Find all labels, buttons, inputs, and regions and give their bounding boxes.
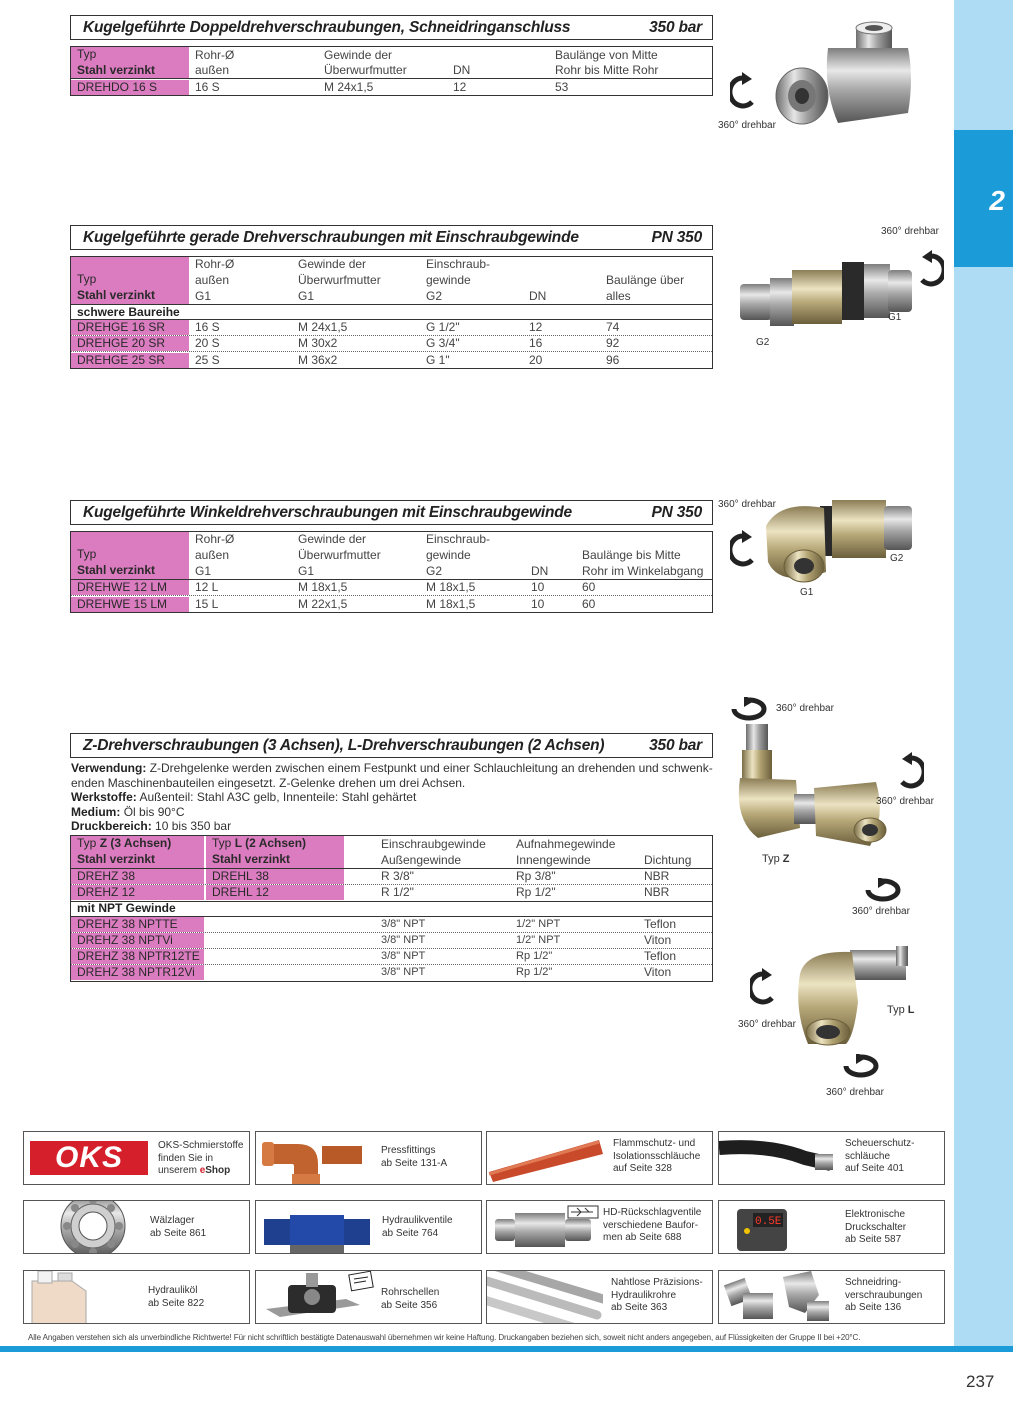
rotation-caption: 360° drehbar	[776, 703, 834, 714]
text: Öl bis 90°C	[123, 804, 185, 819]
cell: M 36x2	[298, 352, 338, 367]
cell: Hydraulikrohre	[611, 1289, 677, 1301]
disclaimer-footnote: Alle Angaben verstehen sich als unverbindliche Richtwerte! Für nicht schriftlich bestätigte Datenauswahl übernehmen wir keine Haftung. Druckangaben beziehen sich, soweit nicht anders angegeben, auf Flüssigkeiten der Gruppe II bei +20°C.	[28, 1333, 861, 1342]
article-number[interactable]: DREHGE 25 SR	[71, 353, 189, 368]
cell: ab Seite 356	[381, 1299, 438, 1311]
rotation-caption: 360° drehbar	[881, 226, 939, 237]
product-table	[70, 531, 713, 613]
cell: Typ	[762, 853, 780, 865]
cell: NBR	[644, 868, 670, 883]
cell: 53	[555, 79, 569, 94]
label-werkstoffe: Werkstoffe:	[71, 790, 137, 805]
cell: 3/8" NPT	[381, 933, 426, 946]
cell: 16	[529, 336, 543, 350]
cell: ab Seite 136	[845, 1302, 902, 1313]
cell: HD-Rückschlagventile	[603, 1207, 702, 1218]
col-gewinde-2: Überwurfmutter	[324, 63, 407, 77]
page-number: 237	[966, 1372, 995, 1391]
label-g1: G1	[888, 312, 902, 323]
cell: Teflon	[644, 948, 677, 963]
cell: M 18x1,5	[426, 596, 476, 611]
cell: 15 L	[195, 596, 219, 611]
cell: G 3/4"	[426, 336, 460, 350]
cell: 3/8" NPT	[381, 917, 426, 930]
ad-hydraulikrohre[interactable]	[486, 1270, 713, 1324]
cell: Z	[782, 853, 790, 865]
table-row[interactable]	[71, 596, 712, 612]
cell: Viton	[644, 965, 672, 980]
cell: finden Sie in	[158, 1152, 214, 1164]
cell: OKS-Schmierstoffe	[158, 1140, 244, 1151]
pressure-rating: PN 350	[651, 503, 702, 521]
col-gewinde: Gewinde der	[324, 48, 393, 62]
cell: 12 L	[195, 580, 219, 594]
cell: 12	[453, 79, 467, 94]
ad-pressfittings[interactable]	[255, 1131, 482, 1185]
cell: Aufnahmegewinde	[516, 836, 616, 851]
cell: Stahl verzinkt	[71, 288, 189, 304]
cell: NBR	[644, 885, 670, 900]
table-header-row	[71, 836, 712, 852]
cell: Überwurfmutter	[298, 548, 381, 562]
cell: G2	[426, 564, 443, 578]
bearing-image	[58, 1200, 128, 1254]
cell: Pressfittings	[381, 1145, 436, 1156]
table-row[interactable]	[71, 917, 712, 933]
cell: Nahtlose Präzisions-	[611, 1277, 703, 1288]
section-title: Z-Drehverschraubungen (3 Achsen), L-Drehverschraubungen (2 Achsen)	[83, 736, 605, 754]
cell: schwere Baureihe	[77, 304, 180, 319]
cell: Überwurfmutter	[298, 273, 381, 287]
cell: verschraubungen	[845, 1289, 923, 1301]
cell: Rp 1/2"	[516, 966, 553, 979]
cell: 74	[606, 320, 620, 334]
label-g2: G2	[890, 553, 904, 564]
col-baulaenge-2: Rohr bis Mitte Rohr	[555, 63, 659, 77]
checkvalve-symbol-icon	[567, 1205, 599, 1219]
cell: M 30x2	[298, 336, 338, 350]
col-dn-2: DN	[453, 63, 471, 77]
table-header-row	[71, 852, 712, 869]
rotation-caption: 360° drehbar	[852, 906, 910, 917]
cell: ab Seite 131-A	[381, 1157, 448, 1169]
cell	[71, 257, 189, 272]
article-number[interactable]: DREHGE 20 SR	[71, 336, 189, 351]
cell: Gewinde der	[298, 257, 367, 271]
section-title: Kugelgeführte Winkeldrehverschraubungen mit Einschraubgewinde	[83, 503, 572, 521]
cell: men ab Seite 688	[603, 1232, 682, 1243]
cell: DN	[529, 289, 547, 303]
ad-hydraulikoel[interactable]	[23, 1270, 250, 1324]
cell: G 1/2"	[426, 320, 460, 334]
table-row[interactable]	[71, 885, 712, 901]
section-gerade	[70, 225, 713, 369]
cell: G1	[298, 564, 315, 578]
table-row[interactable]	[71, 352, 712, 368]
pressure-rating: 350 bar	[649, 736, 702, 754]
table-row[interactable]	[71, 869, 712, 885]
table-header-row	[71, 63, 712, 79]
badge-icon	[346, 1270, 376, 1295]
cell: unserem	[158, 1165, 200, 1176]
cell: Scheuerschutz-	[845, 1138, 915, 1149]
section-winkel	[70, 500, 713, 613]
rotation-caption: 360° drehbar	[718, 120, 776, 131]
product-image-winkel	[760, 492, 920, 592]
cell: ab Seite 363	[611, 1302, 668, 1313]
cell: ab Seite 764	[382, 1227, 439, 1239]
cell: M 18x1,5	[426, 580, 476, 594]
cell: Einschraubgewinde	[381, 836, 486, 851]
col-rohr-2: außen	[195, 63, 230, 77]
cell: e	[199, 1165, 206, 1176]
ad-rohrschellen[interactable]	[255, 1270, 482, 1324]
cell: Einschraub-	[426, 257, 491, 271]
text: Z-Drehgelenke werden zwischen einem Festpunkt und einer Schlauchleitung an drehenden und schwenk-	[149, 761, 713, 775]
cell: Rohrschellen	[381, 1287, 440, 1298]
cell: 25 S	[195, 352, 220, 367]
pressure-rating: 350 bar	[649, 18, 702, 36]
cell: Hydraulikventile	[382, 1215, 453, 1226]
cell: ab Seite 861	[150, 1227, 207, 1239]
cell: G1	[298, 289, 315, 303]
product-table	[70, 256, 713, 369]
article-number[interactable]: DREHZ 38	[71, 869, 204, 884]
cell: alles	[606, 289, 631, 303]
cell: Flammschutz- und	[613, 1138, 696, 1149]
svg-text:0.5E: 0.5E	[755, 1216, 782, 1228]
cell: ab Seite 587	[845, 1234, 902, 1245]
table-row[interactable]	[71, 336, 712, 352]
cell: Teflon	[644, 916, 677, 931]
rotate-arrow-icon	[916, 250, 944, 290]
ad-flammschutz[interactable]	[486, 1131, 713, 1185]
rotate-arrow-icon	[730, 72, 758, 112]
cell: Stahl verzinkt	[71, 563, 189, 579]
pressfitting-image	[258, 1134, 372, 1184]
cell: Shop	[205, 1165, 231, 1176]
cell: Typ	[77, 835, 97, 850]
cell: Stahl verzinkt	[206, 852, 344, 868]
section-z-l-dreh	[70, 733, 713, 982]
cell: 20 S	[195, 336, 220, 350]
cell: Stahl verzinkt	[71, 852, 204, 868]
article-number[interactable]: DREHGE 16 SR	[71, 320, 189, 335]
section-header	[70, 225, 713, 250]
ad-oks-schmierstoffe[interactable]	[23, 1131, 250, 1185]
cell: G1	[195, 289, 212, 303]
cell: Rohr-Ø	[195, 532, 235, 546]
cell: Viton	[644, 932, 672, 947]
cell: Typ	[212, 835, 232, 850]
section-doppeldreh	[70, 15, 713, 96]
cell: 10	[531, 596, 545, 611]
cell: 16 S	[195, 79, 220, 94]
cell: außen	[195, 273, 230, 287]
cell: DN	[531, 564, 549, 578]
cell: Druckschalter	[845, 1221, 907, 1233]
table-header-row	[71, 563, 712, 580]
cell: gewinde	[426, 273, 471, 287]
cell: G 1"	[426, 352, 450, 367]
text: 10 bis 350 bar	[155, 819, 232, 834]
product-image-z	[736, 720, 896, 850]
table-subheading	[71, 304, 712, 320]
chapter-tab[interactable]	[954, 130, 1013, 267]
cell: Rp 3/8"	[516, 868, 556, 883]
pressure-rating: PN 350	[651, 228, 702, 246]
cell: G1	[195, 564, 212, 578]
article-number[interactable]: DREHWE 12 LM	[71, 580, 189, 595]
hose-image	[489, 1136, 603, 1182]
table-row[interactable]	[71, 79, 712, 95]
label-verwendung: Verwendung:	[71, 761, 147, 775]
cell	[71, 532, 189, 547]
cell: R 3/8"	[381, 868, 414, 883]
cell: Wälzlager	[150, 1215, 195, 1226]
pressure-switch-image	[723, 1203, 833, 1253]
table-subheading	[71, 901, 712, 917]
cell: Schneidring-	[845, 1277, 902, 1288]
section-header	[70, 500, 713, 525]
cell: auf Seite 401	[845, 1163, 904, 1174]
oil-canister-image	[28, 1270, 94, 1324]
col-baulaenge: Baulänge von Mitte	[555, 48, 658, 62]
article-number[interactable]: DREHL 38	[206, 869, 344, 884]
article-number[interactable]: DREHL 12	[206, 885, 344, 900]
rotate-arrow-icon	[750, 968, 778, 1008]
label-medium: Medium:	[71, 804, 121, 819]
article-number[interactable]: DREHWE 15 LM	[71, 597, 189, 612]
table-header-row	[71, 47, 712, 63]
cell: Außengewinde	[381, 852, 462, 867]
rotation-caption: 360° drehbar	[876, 796, 934, 807]
cell: Isolationsschläuche	[613, 1150, 701, 1162]
cell: 10	[531, 580, 545, 594]
table-row[interactable]	[71, 320, 712, 336]
table-header-row	[71, 532, 712, 547]
rotation-caption: 360° drehbar	[718, 499, 776, 510]
cell: Elektronische	[845, 1209, 906, 1220]
cell: Typ	[887, 1004, 905, 1016]
rotate-arrow-icon	[862, 878, 902, 904]
description	[70, 758, 713, 834]
product-image-doppeldreh	[768, 18, 918, 128]
cell: Hydrauliköl	[148, 1285, 198, 1296]
valve-image	[260, 1205, 374, 1253]
table-row[interactable]	[71, 933, 712, 949]
product-image-gerade	[736, 250, 916, 340]
section-header	[70, 733, 713, 758]
bottom-rule	[0, 1346, 1013, 1352]
cell: 1/2" NPT	[516, 917, 561, 930]
product-table	[70, 46, 713, 96]
cell: ab Seite 822	[148, 1297, 205, 1309]
col-rohr: Rohr-Ø	[195, 48, 235, 62]
cell: mit NPT Gewinde	[77, 901, 176, 916]
cell: L (2 Achsen)	[234, 835, 307, 850]
col-typ: Typ	[71, 47, 189, 63]
rotate-arrow-icon	[840, 1054, 880, 1080]
section-title: Kugelgeführte gerade Drehverschraubungen mit Einschraubgewinde	[83, 228, 579, 246]
cell: 3/8" NPT	[381, 949, 426, 962]
table-header-row	[71, 547, 712, 563]
cell: R 1/2"	[381, 885, 414, 900]
article-number[interactable]: DREHZ 12	[71, 885, 204, 900]
cell: M 18x1,5	[298, 580, 348, 594]
chapter-number: 2	[989, 185, 1005, 216]
article-number[interactable]: DREHDO 16 S	[71, 80, 189, 95]
cell: 3/8" NPT	[381, 966, 426, 979]
cell: 12	[529, 320, 543, 334]
cell: G2	[426, 289, 443, 303]
ad-rueckschlagventile[interactable]	[486, 1200, 713, 1254]
cell: Baulänge bis Mitte	[582, 548, 681, 562]
ad-schneidring[interactable]	[718, 1270, 945, 1324]
hose-image	[719, 1134, 835, 1184]
col-material: Stahl verzinkt	[71, 63, 189, 78]
oks-logo: OKS	[30, 1141, 148, 1175]
section-title: Kugelgeführte Doppeldrehverschraubungen, Schneidringanschluss	[83, 18, 571, 36]
ad-hydraulikventile[interactable]	[255, 1200, 482, 1254]
cell: 1/2" NPT	[516, 933, 561, 946]
ad-druckschalter[interactable]	[718, 1200, 945, 1254]
cell: Innengewinde	[516, 852, 591, 867]
table-header-row	[71, 288, 712, 304]
type-z-label	[762, 853, 790, 865]
pipes-image	[487, 1271, 603, 1324]
cell: L	[907, 1004, 915, 1016]
text: Außenteil: Stahl A3C gelb, Innenteile: Stahl gehärtet	[139, 790, 417, 805]
cell: auf Seite 328	[613, 1163, 672, 1174]
product-table	[70, 835, 713, 982]
label-g1: G1	[800, 587, 814, 598]
cell: 20	[529, 352, 543, 367]
ad-scheuerschutz[interactable]	[718, 1131, 945, 1185]
cell: M 24x1,5	[298, 320, 348, 334]
cell: 92	[606, 336, 620, 350]
table-row[interactable]	[71, 965, 712, 981]
ad-waelzlager[interactable]	[23, 1200, 250, 1254]
rotation-caption: 360° drehbar	[738, 1019, 796, 1030]
cell: Rp 1/2"	[516, 949, 553, 962]
cell: Rp 1/2"	[516, 885, 556, 900]
table-row[interactable]	[71, 580, 712, 596]
cell: außen	[195, 548, 230, 562]
rotate-arrow-icon	[730, 530, 758, 570]
cell: Dichtung	[644, 852, 692, 867]
rotate-arrow-icon	[896, 752, 924, 792]
cell: 16 S	[195, 320, 220, 334]
cell: Gewinde der	[298, 532, 367, 546]
table-row[interactable]	[71, 949, 712, 965]
table-header-row	[71, 272, 712, 288]
cell: verschiedene Baufor-	[603, 1219, 699, 1231]
cell: 60	[582, 596, 596, 611]
label-druckbereich: Druckbereich:	[71, 819, 152, 834]
cell: Baulänge über	[606, 273, 685, 287]
text: enden Maschinenbauteilen eingesetzt. Z-Gelenke drehen um drei Achsen.	[71, 775, 466, 790]
article-number[interactable]: DREHZ 38 NPTR12TE	[71, 949, 204, 964]
label-g2: G2	[756, 337, 770, 348]
cell: Typ	[71, 547, 189, 563]
cell: Typ	[71, 272, 189, 288]
cell: M 24x1,5	[324, 79, 374, 94]
article-number[interactable]: DREHZ 38 NPTTE	[71, 917, 204, 932]
cell: Einschraub-	[426, 532, 491, 546]
cell: Rohr-Ø	[195, 257, 235, 271]
article-number[interactable]: DREHZ 38 NPTVi	[71, 933, 204, 948]
cell: 60	[582, 580, 596, 594]
table-header-row	[71, 257, 712, 272]
cell: Z (3 Achsen)	[99, 835, 172, 850]
rotation-caption: 360° drehbar	[826, 1087, 884, 1098]
product-image-l	[796, 940, 916, 1050]
type-l-label	[887, 1004, 915, 1016]
article-number[interactable]: DREHZ 38 NPTR12Vi	[71, 965, 204, 980]
cell: M 22x1,5	[298, 596, 348, 611]
fittings-image	[723, 1270, 835, 1324]
cell: 96	[606, 352, 620, 367]
cell: gewinde	[426, 548, 471, 562]
cell: schläuche	[845, 1150, 891, 1162]
section-header	[70, 15, 713, 40]
cell: Rohr im Winkelabgang	[582, 564, 704, 578]
